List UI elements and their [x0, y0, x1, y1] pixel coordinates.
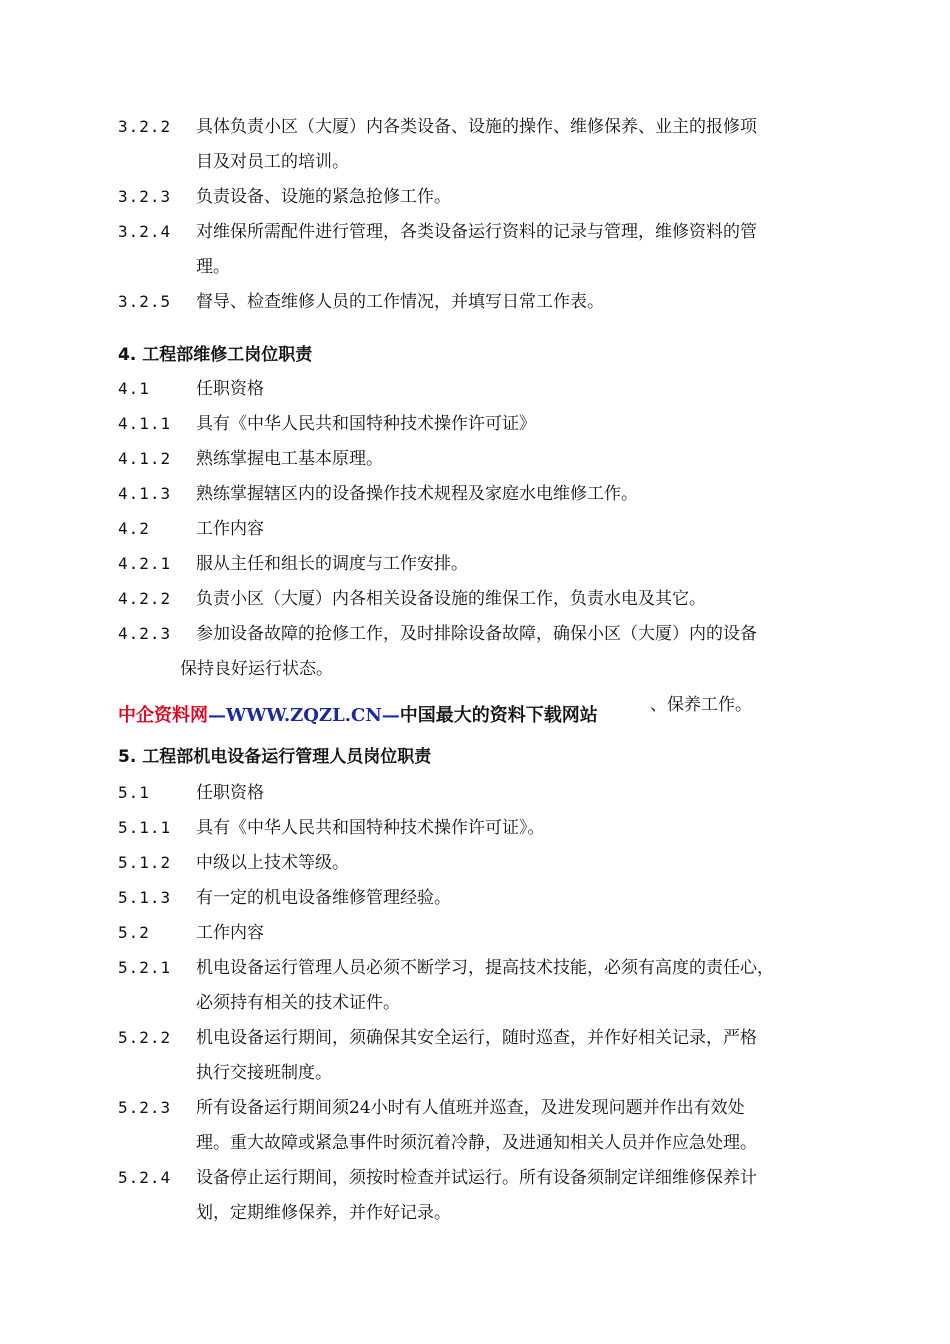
item-text: 熟练掌握辖区内的设备操作技术规程及家庭水电维修工作。 [196, 484, 638, 504]
item-text: 督导、检查维修人员的工作情况，并填写日常工作表。 [196, 292, 604, 312]
item-text-continued: 执行交接班制度。 [196, 1063, 332, 1083]
item-number: 3.2.2 [118, 117, 172, 136]
item-number: 4.1.3 [118, 484, 172, 503]
obscured-line-text: 、保养工作。 [650, 695, 752, 715]
item-text: 中级以上技术等级。 [196, 853, 349, 873]
item-text: 具有《中华人民共和国特种技术操作许可证》。 [196, 818, 545, 838]
item-number: 4.2.1 [118, 554, 172, 573]
item-number: 3.2.3 [118, 187, 172, 206]
item-text: 参加设备故障的抢修工作，及时排除设备故障，确保小区（大厦）内的设备 [196, 624, 757, 644]
item-number: 4.1.1 [118, 414, 172, 433]
item-text-continued: 保持良好运行状态。 [180, 659, 333, 679]
item-text: 负责小区（大厦）内各相关设备设施的维保工作，负责水电及其它。 [196, 589, 706, 609]
item-number: 4.2.2 [118, 589, 172, 608]
item-text: 所有设备运行期间须24小时有人值班并巡查，及进发现问题并作出有效处 [196, 1098, 745, 1118]
item-number: 5.2.2 [118, 1028, 172, 1047]
item-text-continued: 理。重大故障或紧急事件时须沉着冷静，及进通知相关人员并作应急处理。 [196, 1133, 757, 1153]
item-number: 3.2.4 [118, 222, 172, 241]
item-text: 机电设备运行管理人员必须不断学习，提高技术技能，必须有高度的责任心， [196, 958, 774, 978]
section-4-heading: 4. 工程部维修工岗位职责 [118, 345, 313, 365]
item-text: 工作内容 [196, 519, 264, 539]
item-text: 熟练掌握电工基本原理。 [196, 449, 383, 469]
item-number: 3.2.5 [118, 292, 172, 311]
item-number: 4.1.2 [118, 449, 172, 468]
item-text: 对维保所需配件进行管理，各类设备运行资料的记录与管理，维修资料的管 [196, 222, 757, 242]
item-text: 负责设备、设施的紧急抢修工作。 [196, 187, 451, 207]
item-text: 任职资格 [196, 783, 264, 803]
item-number: 4.2.3 [118, 624, 172, 643]
item-text: 设备停止运行期间，须按时检查并试运行。所有设备须制定详细维修保养计 [196, 1168, 757, 1188]
item-number: 5.1.1 [118, 818, 172, 837]
item-text: 机电设备运行期间，须确保其安全运行，随时巡查，并作好相关记录，严格 [196, 1028, 757, 1048]
watermark-slogan: 中国最大的资料下载网站 [399, 705, 598, 726]
item-text: 任职资格 [196, 379, 264, 399]
watermark-url: —WWW.ZQZL.CN— [208, 705, 400, 726]
watermark-site-name: 中企资料网 [118, 705, 208, 726]
item-text-continued: 划，定期维修保养，并作好记录。 [196, 1203, 451, 1223]
item-number: 5.2 [118, 923, 150, 942]
watermark-banner [118, 704, 598, 728]
item-number: 4.2 [118, 519, 150, 538]
item-text: 工作内容 [196, 923, 264, 943]
item-text: 具体负责小区（大厦）内各类设备、设施的操作、维修保养、业主的报修项 [196, 117, 757, 137]
item-text-continued: 理。 [196, 257, 230, 277]
item-number: 5.2.1 [118, 958, 172, 977]
item-number: 5.2.3 [118, 1098, 172, 1117]
item-text: 服从主任和组长的调度与工作安排。 [196, 554, 468, 574]
item-number: 5.1.3 [118, 888, 172, 907]
item-text-continued: 目及对员工的培训。 [196, 152, 349, 172]
item-text: 有一定的机电设备维修管理经验。 [196, 888, 451, 908]
item-text: 具有《中华人民共和国特种技术操作许可证》 [196, 414, 536, 434]
item-number: 4.1 [118, 379, 150, 398]
item-number: 5.1 [118, 783, 150, 802]
item-text-continued: 必须持有相关的技术证件。 [196, 993, 400, 1013]
item-number: 5.1.2 [118, 853, 172, 872]
section-5-heading: 5. 工程部机电设备运行管理人员岗位职责 [118, 747, 432, 767]
item-number: 5.2.4 [118, 1168, 172, 1187]
